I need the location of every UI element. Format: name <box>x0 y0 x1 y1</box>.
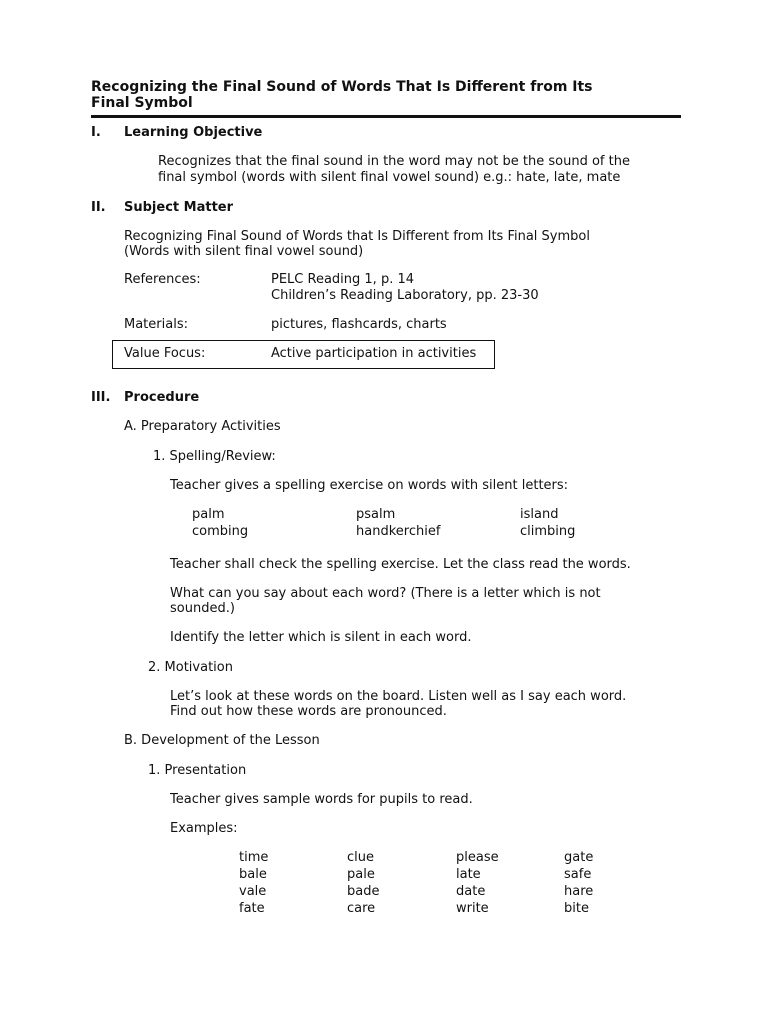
example-word: bale <box>239 867 267 882</box>
examples-label: Examples: <box>170 821 238 836</box>
spelling-word: island <box>520 507 559 522</box>
example-word: date <box>456 884 486 899</box>
example-word: care <box>347 901 376 916</box>
references-value-1: PELC Reading 1, p. 14 <box>271 272 414 287</box>
example-word: vale <box>239 884 267 899</box>
spelling-check-text: Teacher shall check the spelling exercise. Let the class read the words. <box>170 557 631 572</box>
identify-silent-letter-text: Identify the letter which is silent in each word. <box>170 630 472 645</box>
spelling-word: combing <box>192 524 249 539</box>
example-word: gate <box>564 850 594 865</box>
objective-line-2: final symbol (words with silent final vowel sound) e.g.: hate, late, mate <box>158 170 621 185</box>
references-label: References: <box>124 272 201 287</box>
materials-label: Materials: <box>124 317 188 332</box>
development-heading: B. Development of the Lesson <box>124 733 320 748</box>
section-2-number: II. <box>91 200 106 215</box>
title-rule <box>91 115 681 118</box>
spelling-word: psalm <box>356 507 396 522</box>
example-word: write <box>456 901 489 916</box>
value-focus-label: Value Focus: <box>124 346 206 361</box>
subject-matter-line-1: Recognizing Final Sound of Words that Is Different from Its Final Symbol <box>124 229 590 244</box>
presentation-heading: 1. Presentation <box>148 763 247 778</box>
spelling-word: handkerchief <box>356 524 441 539</box>
example-word: bite <box>564 901 589 916</box>
example-word: pale <box>347 867 375 882</box>
value-focus-value: Active participation in activities <box>271 346 477 361</box>
section-1-heading: Learning Objective <box>124 125 263 140</box>
presentation-intro: Teacher gives sample words for pupils to read. <box>170 792 473 807</box>
spelling-word: climbing <box>520 524 576 539</box>
references-value-2: Children’s Reading Laboratory, pp. 23-30 <box>271 288 539 303</box>
objective-line-1: Recognizes that the final sound in the word may not be the sound of the <box>158 154 630 169</box>
document-title-line-2: Final Symbol <box>91 95 193 111</box>
example-word: clue <box>347 850 374 865</box>
example-word: fate <box>239 901 265 916</box>
example-word: time <box>239 850 269 865</box>
example-word: late <box>456 867 481 882</box>
motivation-heading: 2. Motivation <box>148 660 233 675</box>
example-word: please <box>456 850 499 865</box>
spelling-review-heading: 1. Spelling/Review: <box>153 449 276 464</box>
example-word: safe <box>564 867 592 882</box>
section-3-heading: Procedure <box>124 390 200 405</box>
spelling-question-line-2: sounded.) <box>170 601 235 616</box>
section-1-number: I. <box>91 125 101 140</box>
document-title-line-1: Recognizing the Final Sound of Words That Is Different from Its <box>91 79 593 95</box>
preparatory-activities-heading: A. Preparatory Activities <box>124 419 281 434</box>
spelling-question-line-1: What can you say about each word? (There is a letter which is not <box>170 586 601 601</box>
motivation-line-2: Find out how these words are pronounced. <box>170 704 447 719</box>
subject-matter-line-2: (Words with silent final vowel sound) <box>124 244 364 259</box>
section-2-heading: Subject Matter <box>124 200 234 215</box>
example-word: hare <box>564 884 594 899</box>
materials-value: pictures, flashcards, charts <box>271 317 447 332</box>
section-3-number: III. <box>91 390 111 405</box>
spelling-word: palm <box>192 507 225 522</box>
spelling-intro: Teacher gives a spelling exercise on words with silent letters: <box>170 478 569 493</box>
example-word: bade <box>347 884 380 899</box>
motivation-line-1: Let’s look at these words on the board. Listen well as I say each word. <box>170 689 627 704</box>
